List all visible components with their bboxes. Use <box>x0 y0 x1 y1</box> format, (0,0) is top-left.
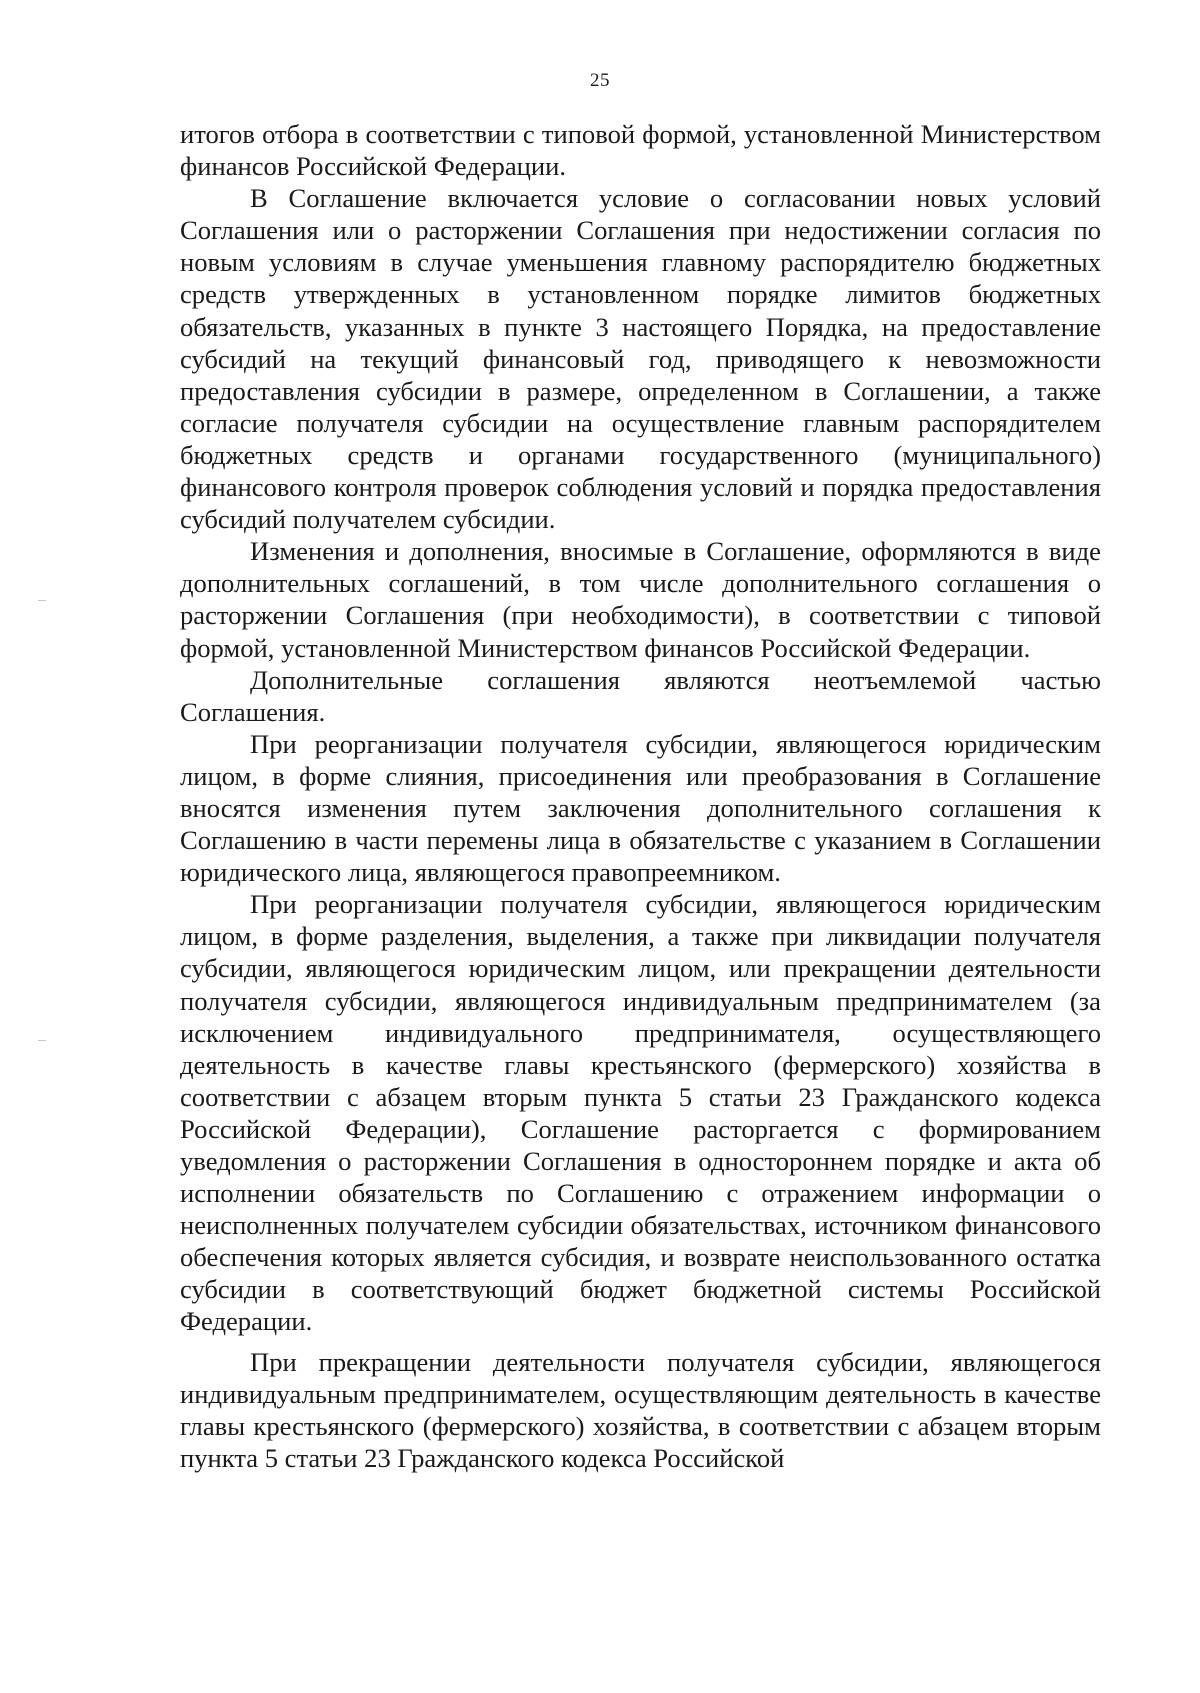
document-body <box>180 118 1101 1474</box>
paragraph-reorganization-merger: При реорганизации получателя субсидии, являющегося юридическим лицом, в форме слияния, присоединения или преобразования в Соглашение вносятся изменения путем заключения дополнительного соглашения к Соглашению в части перемены лица в обязательстве с указанием в Соглашении юридического лица, являющегося правопреемником. <box>180 728 1101 888</box>
page-number: 25 <box>590 70 610 91</box>
paragraph-additional-agreements: Дополнительные соглашения являются неотъемлемой частью Соглашения. <box>180 664 1101 727</box>
scan-margin-mark <box>38 600 46 601</box>
paragraph-reorganization-division: При реорганизации получателя субсидии, являющегося юридическим лицом, в форме разделения, выделения, а также при ликвидации получателя субсидии, являющегося юридическим лицом, или прекращении деятельности получателя субсидии, являющегося индивидуальным предпринимателем (за исключением индивидуального предпринимателя, осуществляющего деятельность в качестве главы крестьянского (фермерского) хозяйства в соответствии с абзацем вторым пункта 5 статьи 23 Гражданского кодекса Российской Федерации), Соглашение расторгается с формированием уведомления о расторжении Соглашения в одностороннем порядке и акта об исполнении обязательств по Соглашению с отражением информации о неисполненных получателем субсидии обязательствах, источником финансового обеспечения которых является субсидия, и возврате неиспользованного остатка субсидии в соответствующий бюджет бюджетной системы Российской Федерации. <box>180 889 1101 1337</box>
paragraph-continuation: итогов отбора в соответствии с типовой формой, установленной Министерством финансов Российской Федерации. <box>180 119 1101 182</box>
paragraph-amendments: Изменения и дополнения, вносимые в Соглашение, оформляются в виде дополнительных соглашений, в том числе дополнительного соглашения о расторжении Соглашения (при необходимости), в соответствии с типовой формой, установленной Министерством финансов Российской Федерации. <box>180 536 1101 663</box>
scan-margin-mark <box>38 1040 46 1041</box>
paragraph-farm-termination: При прекращении деятельности получателя субсидии, являющегося индивидуальным предпринимателем, осуществляющим деятельность в качестве главы крестьянского (фермерского) хозяйства, в соответствии с абзацем вторым пункта 5 статьи 23 Гражданского кодекса Российской <box>180 1346 1101 1473</box>
paragraph-agreement-conditions: В Соглашение включается условие о согласовании новых условий Соглашения или о расторжении Соглашения при недостижении согласия по новым условиям в случае уменьшения главному распорядителю бюджетных средств утвержденных в установленном порядке лимитов бюджетных обязательств, указанных в пункте 3 настоящего Порядка, на предоставление субсидий на текущий финансовый год, приводящего к невозможности предоставления субсидии в размере, определенном в Соглашении, а также согласие получателя субсидии на осуществление главным распорядителем бюджетных средств и органами государственного (муниципального) финансового контроля проверок соблюдения условий и порядка предоставления субсидий получателем субсидии. <box>180 183 1101 535</box>
